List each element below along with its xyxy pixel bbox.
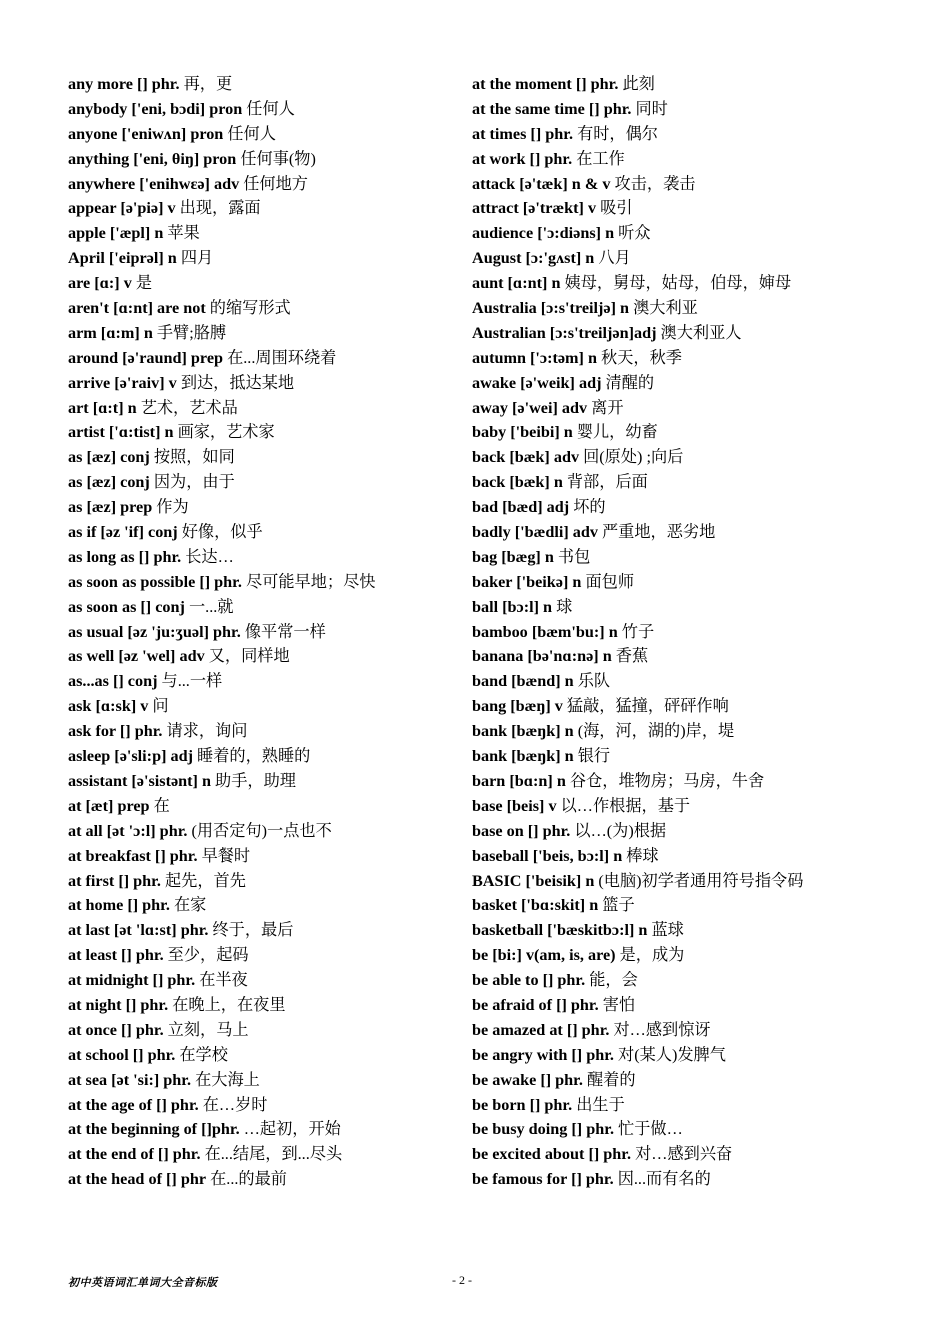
headword: as well [əz 'wel] adv xyxy=(68,647,205,666)
definition: 立刻，马上 xyxy=(167,1020,249,1039)
headword: banana [bə'nɑ:nə] n xyxy=(472,647,612,666)
headword: as if [əz 'if] conj xyxy=(68,523,178,542)
definition: 至少，起码 xyxy=(167,946,249,965)
vocab-entry xyxy=(68,719,458,744)
vocab-entry xyxy=(68,520,458,545)
vocab-entry xyxy=(68,1117,458,1142)
definition: 像平常一样 xyxy=(244,622,326,641)
definition: 猛敲，猛撞，砰砰作响 xyxy=(566,697,729,716)
definition: 害怕 xyxy=(602,995,636,1014)
vocab-entry xyxy=(472,1043,932,1068)
definition: 的缩写形式 xyxy=(209,299,291,318)
vocab-entry xyxy=(68,122,458,147)
vocab-entry xyxy=(472,420,932,445)
vocab-entry xyxy=(472,1093,932,1118)
headword: aunt [ɑ:nt] n xyxy=(472,274,561,293)
vocab-entry xyxy=(68,321,458,346)
vocab-entry xyxy=(68,595,458,620)
headword: be angry with [] phr. xyxy=(472,1045,614,1064)
definition: (用否定句)一点也不 xyxy=(191,821,332,840)
vocab-entry xyxy=(68,769,458,794)
headword: any more [] phr. xyxy=(68,75,180,93)
vocab-column-left xyxy=(68,72,458,1192)
definition: 在学校 xyxy=(179,1045,228,1064)
headword: at the same time [] phr. xyxy=(472,99,632,118)
definition: 在...结尾，到...尽头 xyxy=(204,1145,343,1164)
definition: 离开 xyxy=(591,398,624,417)
headword: be able to [] phr. xyxy=(472,971,586,990)
vocab-entry xyxy=(68,694,458,719)
vocab-entry xyxy=(68,869,458,894)
definition: 同时 xyxy=(635,99,668,118)
vocab-entry xyxy=(68,844,458,869)
headword: art [ɑ:t] n xyxy=(68,398,137,417)
headword: audience ['ɔ:diəns] n xyxy=(472,224,615,243)
definition: 对…感到惊讶 xyxy=(613,1020,711,1039)
headword: April ['eiprəl] n xyxy=(68,249,177,268)
definition: 一...就 xyxy=(188,597,234,616)
definition: 篮子 xyxy=(602,896,635,915)
headword: at the moment [] phr. xyxy=(472,75,619,93)
definition: 画家，艺术家 xyxy=(177,423,275,442)
definition: 任何人 xyxy=(246,99,295,118)
vocab-entry xyxy=(472,1142,932,1167)
vocab-entry xyxy=(68,97,458,122)
vocab-entry xyxy=(472,396,932,421)
definition: 在…岁时 xyxy=(202,1095,268,1114)
headword: be amazed at [] phr. xyxy=(472,1020,610,1039)
vocab-entry xyxy=(472,1167,932,1192)
headword: August [ɔ:'gʌst] n xyxy=(472,249,595,268)
headword: at night [] phr. xyxy=(68,995,169,1014)
headword: arrive [ə'raiv] v xyxy=(68,373,177,392)
definition: 在 xyxy=(153,796,170,815)
definition: 醒着的 xyxy=(586,1070,636,1089)
definition: 助手，助理 xyxy=(215,771,296,790)
headword: basket ['bɑ:skit] n xyxy=(472,896,599,915)
headword: baker ['beikə] n xyxy=(472,572,582,591)
vocab-entry xyxy=(68,1043,458,1068)
headword: as usual [əz 'ju:ʒuəl] phr. xyxy=(68,622,241,641)
headword: as [æz] conj xyxy=(68,473,150,492)
headword: Australian [ɔ:s'treiljən]adj xyxy=(472,323,657,342)
vocab-entry xyxy=(472,595,932,620)
headword: at last [ət 'lɑ:st] phr. xyxy=(68,921,209,940)
definition: 是 xyxy=(135,274,153,293)
definition: 澳大利亚 xyxy=(633,299,698,318)
vocab-entry xyxy=(68,271,458,296)
headword: autumn ['ɔ:təm] n xyxy=(472,348,597,367)
headword: baby ['beibi] n xyxy=(472,423,573,442)
definition: 是，成为 xyxy=(619,946,685,965)
headword: basketball ['bæskitbɔ:l] n xyxy=(472,921,648,940)
definition: 谷仓，堆物房；马房，牛舍 xyxy=(569,771,765,790)
vocab-entry xyxy=(68,570,458,595)
definition: 竹子 xyxy=(621,622,655,641)
vocab-entry xyxy=(68,1167,458,1192)
vocab-entry xyxy=(472,794,932,819)
vocab-entry xyxy=(68,371,458,396)
vocab-entry xyxy=(68,918,458,943)
headword: anywhere ['enihwɛə] adv xyxy=(68,174,240,193)
definition: 手臂;胳膊 xyxy=(156,323,227,342)
definition: 请求，询问 xyxy=(166,722,248,741)
vocab-entry xyxy=(68,470,458,495)
vocab-entry xyxy=(472,943,932,968)
definition: 棒球 xyxy=(626,846,659,865)
vocab-entry xyxy=(68,893,458,918)
page-number: - 2 - xyxy=(452,1273,472,1287)
vocab-entry xyxy=(472,172,932,197)
definition: 对(某人)发脾气 xyxy=(618,1045,726,1064)
definition: 忙于做… xyxy=(618,1120,683,1139)
definition: 终于，最后 xyxy=(212,921,294,940)
definition: 问 xyxy=(152,697,169,716)
headword: be born [] phr. xyxy=(472,1095,573,1114)
headword: barn [bɑ:n] n xyxy=(472,771,566,790)
definition: 八月 xyxy=(598,249,631,268)
definition: 在大海上 xyxy=(195,1070,260,1089)
vocab-entry xyxy=(68,346,458,371)
vocab-entry xyxy=(472,321,932,346)
headword: bamboo [bæm'bu:] n xyxy=(472,622,618,641)
definition: 在工作 xyxy=(576,149,625,168)
headword: awake [ə'weik] adj xyxy=(472,373,602,392)
definition: 听众 xyxy=(618,224,651,243)
vocab-entry xyxy=(68,968,458,993)
definition: 书包 xyxy=(557,547,591,566)
definition: (海，河，湖的)岸，堤 xyxy=(577,722,735,741)
headword: at school [] phr. xyxy=(68,1045,176,1064)
headword: as soon as possible [] phr. xyxy=(68,572,242,591)
headword: anything ['eni, θiŋ] pron xyxy=(68,149,237,168)
headword: at [æt] prep xyxy=(68,796,150,815)
headword: be [bi:] v(am, is, are) xyxy=(472,946,616,965)
definition: 出现，露面 xyxy=(179,199,261,218)
definition: 四月 xyxy=(180,249,214,268)
vocab-entry xyxy=(472,869,932,894)
definition: 严重地，恶劣地 xyxy=(602,523,716,542)
headword: base on [] phr. xyxy=(472,821,571,840)
vocab-entry xyxy=(68,72,458,97)
definition: 任何人 xyxy=(227,124,276,143)
vocab-entry xyxy=(472,694,932,719)
vocab-column-right xyxy=(472,72,932,1192)
definition: 背部，后面 xyxy=(566,473,648,492)
vocab-entry xyxy=(68,1142,458,1167)
definition: 再，更 xyxy=(183,75,233,93)
headword: bad [bæd] adj xyxy=(472,498,570,517)
definition: 球 xyxy=(556,597,573,616)
headword: be awake [] phr. xyxy=(472,1070,583,1089)
definition: 按照，如同 xyxy=(153,448,235,467)
headword: base [beis] v xyxy=(472,796,557,815)
vocab-entry xyxy=(68,172,458,197)
vocab-entry xyxy=(68,819,458,844)
definition: 在...的最前 xyxy=(210,1170,287,1189)
definition: 澳大利亚人 xyxy=(660,323,742,342)
vocab-entry xyxy=(472,470,932,495)
definition: 此刻 xyxy=(622,75,655,93)
headword: aren't [ɑ:nt] are not xyxy=(68,299,206,318)
headword: bank [bæŋk] n xyxy=(472,722,574,741)
vocab-entry xyxy=(472,669,932,694)
vocab-entry xyxy=(68,147,458,172)
vocab-entry xyxy=(68,396,458,421)
definition: 能，会 xyxy=(589,971,638,990)
vocab-entry xyxy=(472,545,932,570)
headword: ball [bɔ:l] n xyxy=(472,597,553,616)
headword: badly ['bædli] adv xyxy=(472,523,598,542)
vocab-entry xyxy=(68,420,458,445)
definition: 在家 xyxy=(173,896,207,915)
definition: 任何地方 xyxy=(243,174,308,193)
headword: at the beginning of []phr. xyxy=(68,1120,240,1139)
headword: anyone ['eniwʌn] pron xyxy=(68,124,224,143)
definition: 长达… xyxy=(185,547,234,566)
headword: as [æz] conj xyxy=(68,448,150,467)
headword: as soon as [] conj xyxy=(68,597,185,616)
headword: BASIC ['beisik] n xyxy=(472,871,595,890)
headword: at the head of [] phr xyxy=(68,1170,207,1189)
vocab-entry xyxy=(472,968,932,993)
definition: 清醒的 xyxy=(605,373,655,392)
definition: 好像，似乎 xyxy=(181,523,263,542)
vocab-entry xyxy=(472,819,932,844)
vocab-entry xyxy=(68,943,458,968)
definition: 在半夜 xyxy=(199,971,248,990)
vocab-entry xyxy=(68,221,458,246)
vocab-entry xyxy=(472,520,932,545)
headword: assistant [ə'sistənt] n xyxy=(68,771,211,790)
vocab-entry xyxy=(472,221,932,246)
definition: 到达，抵达某地 xyxy=(180,373,295,392)
headword: at midnight [] phr. xyxy=(68,971,196,990)
vocab-entry xyxy=(472,1117,932,1142)
headword: at all [ət 'ɔ:l] phr. xyxy=(68,821,188,840)
definition: 以…作根据，基于 xyxy=(560,796,691,815)
headword: back [bæk] adv xyxy=(472,448,580,467)
definition: 香蕉 xyxy=(615,647,649,666)
definition: 以…(为)根据 xyxy=(574,821,667,840)
vocab-entry xyxy=(472,97,932,122)
definition: 回(原处) ;向后 xyxy=(583,448,684,467)
headword: as...as [] conj xyxy=(68,672,158,691)
footer-title: 初中英语词汇单词大全音标版 xyxy=(68,1277,218,1289)
headword: at times [] phr. xyxy=(472,124,574,143)
definition: 与...一样 xyxy=(161,672,223,691)
vocab-entry xyxy=(68,644,458,669)
vocab-entry xyxy=(472,744,932,769)
headword: are [ɑ:] v xyxy=(68,274,132,293)
vocab-entry xyxy=(472,495,932,520)
headword: Australia [ɔ:s'treiljə] n xyxy=(472,299,630,318)
headword: be afraid of [] phr. xyxy=(472,995,599,1014)
headword: at sea [ət 'si:] phr. xyxy=(68,1070,192,1089)
definition: 任何事(物) xyxy=(240,149,316,168)
vocab-entry xyxy=(472,371,932,396)
vocab-entry xyxy=(472,769,932,794)
vocab-entry xyxy=(68,545,458,570)
vocab-entry xyxy=(472,196,932,221)
definition: 面包师 xyxy=(585,572,635,591)
definition: 有时，偶尔 xyxy=(577,124,658,143)
headword: as long as [] phr. xyxy=(68,547,182,566)
vocab-entry xyxy=(472,246,932,271)
headword: at the end of [] phr. xyxy=(68,1145,201,1164)
vocab-entry xyxy=(472,570,932,595)
headword: anybody ['eni, bɔdi] pron xyxy=(68,99,243,118)
vocab-entry xyxy=(472,72,932,97)
headword: attract [ə'trækt] v xyxy=(472,199,597,218)
vocab-entry xyxy=(68,1093,458,1118)
vocab-entry xyxy=(68,993,458,1018)
headword: around [ə'raund] prep xyxy=(68,348,224,367)
vocab-entry xyxy=(68,246,458,271)
headword: be famous for [] phr. xyxy=(472,1170,614,1189)
definition: 在晚上，在夜里 xyxy=(172,995,286,1014)
definition: 因...而有名的 xyxy=(617,1170,711,1189)
definition: 银行 xyxy=(577,747,611,766)
vocab-entry xyxy=(68,445,458,470)
definition: 攻击，袭击 xyxy=(614,174,696,193)
definition: …起初，开始 xyxy=(243,1120,341,1139)
definition: 艺术，艺术品 xyxy=(140,398,238,417)
definition: 早餐时 xyxy=(201,846,251,865)
definition: 尽可能早地；尽快 xyxy=(245,572,376,591)
headword: ask for [] phr. xyxy=(68,722,163,741)
vocab-entry xyxy=(68,744,458,769)
headword: bang [bæŋ] v xyxy=(472,697,563,716)
vocab-entry xyxy=(68,669,458,694)
definition: 起先，首先 xyxy=(164,871,246,890)
vocab-entry xyxy=(68,196,458,221)
definition: 乐队 xyxy=(577,672,611,691)
headword: at first [] phr. xyxy=(68,871,161,890)
headword: at once [] phr. xyxy=(68,1020,164,1039)
vocab-entry xyxy=(472,993,932,1018)
vocab-entry xyxy=(472,918,932,943)
vocab-entry xyxy=(472,147,932,172)
headword: bag [bæg] n xyxy=(472,547,554,566)
vocab-entry xyxy=(472,296,932,321)
headword: be excited about [] phr. xyxy=(472,1145,632,1164)
vocab-entry xyxy=(472,644,932,669)
vocab-entry xyxy=(472,1068,932,1093)
headword: baseball ['beis, bɔ:l] n xyxy=(472,846,623,865)
headword: arm [ɑ:m] n xyxy=(68,323,153,342)
vocab-entry xyxy=(68,495,458,520)
vocab-entry xyxy=(68,296,458,321)
headword: be busy doing [] phr. xyxy=(472,1120,614,1139)
definition: 坏的 xyxy=(573,498,606,517)
vocab-entry xyxy=(68,1018,458,1043)
definition: 作为 xyxy=(156,498,189,517)
headword: appear [ə'piə] v xyxy=(68,199,176,218)
headword: at home [] phr. xyxy=(68,896,170,915)
headword: at least [] phr. xyxy=(68,946,164,965)
vocab-entry xyxy=(472,122,932,147)
headword: artist ['ɑ:tist] n xyxy=(68,423,174,442)
definition: 吸引 xyxy=(600,199,633,218)
vocab-entry xyxy=(68,1068,458,1093)
definition: 对…感到兴奋 xyxy=(635,1145,733,1164)
vocab-entry xyxy=(472,271,932,296)
headword: asleep [ə'sli:p] adj xyxy=(68,747,193,766)
definition: 婴儿，幼畜 xyxy=(576,423,658,442)
definition: 姨母，舅母，姑母，伯母，婶母 xyxy=(564,274,792,293)
headword: band [bænd] n xyxy=(472,672,574,691)
definition: 因为，由于 xyxy=(153,473,235,492)
headword: at the age of [] phr. xyxy=(68,1095,199,1114)
vocab-entry xyxy=(68,794,458,819)
headword: at work [] phr. xyxy=(472,149,573,168)
headword: back [bæk] n xyxy=(472,473,563,492)
vocab-entry xyxy=(472,445,932,470)
vocab-entry xyxy=(472,893,932,918)
definition: 睡着的，熟睡的 xyxy=(197,747,311,766)
vocab-entry xyxy=(68,620,458,645)
headword: apple ['æpl] n xyxy=(68,224,164,243)
definition: 秋天，秋季 xyxy=(601,348,682,367)
definition: (电脑)初学者通用符号指令码 xyxy=(598,871,804,890)
headword: away [ə'wei] adv xyxy=(472,398,588,417)
headword: at breakfast [] phr. xyxy=(68,846,198,865)
definition: 又，同样地 xyxy=(208,647,290,666)
vocab-entry xyxy=(472,346,932,371)
definition: 蓝球 xyxy=(651,921,684,940)
definition: 在...周围环绕着 xyxy=(227,348,337,367)
headword: attack [ə'tæk] n & v xyxy=(472,174,611,193)
vocab-entry xyxy=(472,719,932,744)
headword: bank [bæŋk] n xyxy=(472,747,574,766)
vocab-entry xyxy=(472,620,932,645)
headword: as [æz] prep xyxy=(68,498,153,517)
vocab-entry xyxy=(472,1018,932,1043)
definition: 出生于 xyxy=(576,1095,625,1114)
headword: ask [ɑ:sk] v xyxy=(68,697,149,716)
definition: 苹果 xyxy=(167,224,200,243)
vocab-entry xyxy=(472,844,932,869)
